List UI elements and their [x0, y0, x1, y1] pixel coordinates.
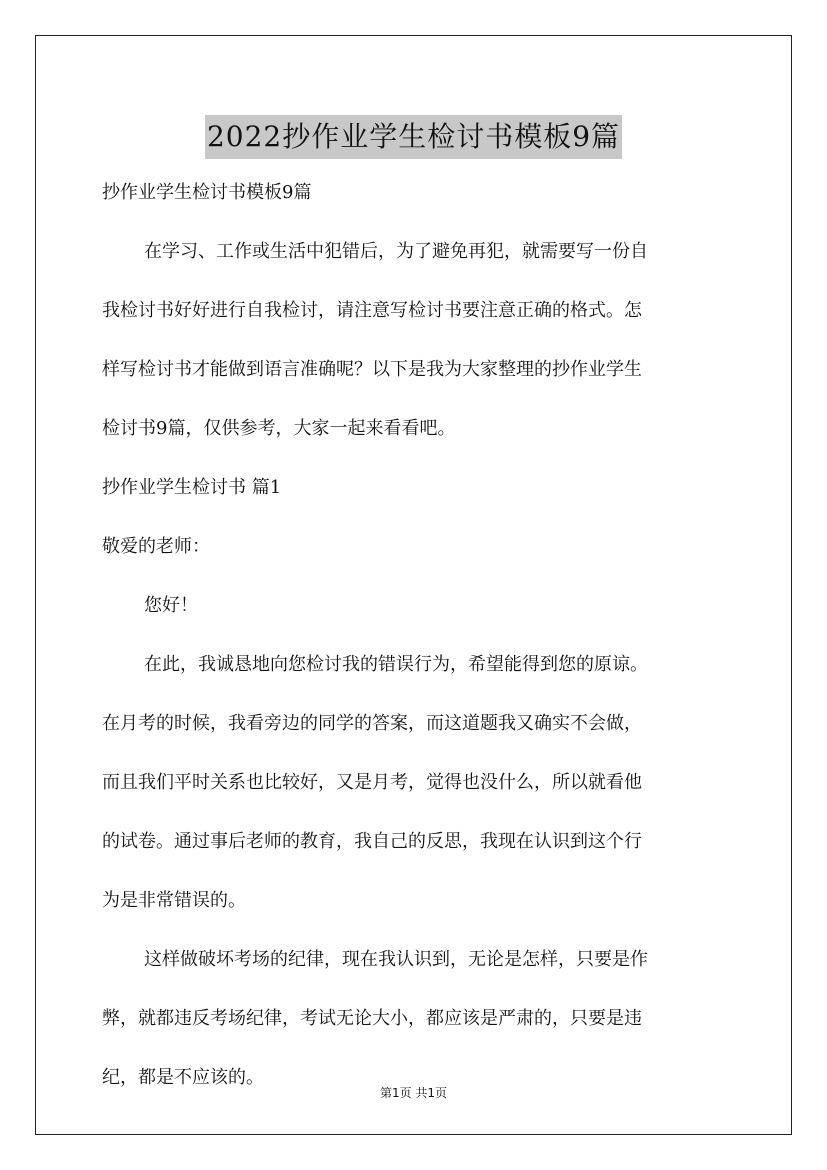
- paragraph-line: 纪，都是不应该的。: [102, 1067, 264, 1088]
- greeting: 您好！: [144, 595, 198, 616]
- paragraph-line: 在月考的时候，我看旁边的同学的答案，而这道题我又确实不会做，: [102, 713, 642, 734]
- paragraph-line: 为是非常错误的。: [102, 890, 246, 911]
- paragraph-line: 而且我们平时关系也比较好，又是月考，觉得也没什么，所以就看他: [102, 772, 642, 793]
- page-footer: 第1页 共1页: [379, 1086, 448, 1100]
- intro-line: 在学习、工作或生活中犯错后，为了避免再犯，就需要写一份自: [144, 241, 648, 262]
- section-heading: 抄作业学生检讨书 篇1: [102, 477, 282, 498]
- title-container: [0, 96, 827, 178]
- intro-line: 样写检讨书才能做到语言准确呢？以下是我为大家整理的抄作业学生: [102, 359, 642, 380]
- subtitle: 抄作业学生检讨书模板9篇: [102, 182, 312, 203]
- intro-line: 我检讨书好好进行自我检讨，请注意写检讨书要注意正确的格式。怎: [102, 300, 642, 321]
- paragraph-line: 弊，就都违反考场纪律，考试无论大小，都应该是严肃的，只要是违: [102, 1008, 642, 1029]
- salutation: 敬爱的老师：: [102, 536, 210, 557]
- paragraph-line: 的试卷。通过事后老师的教育，我自己的反思，我现在认识到这个行: [102, 831, 642, 852]
- document-body: [102, 178, 732, 1093]
- intro-line: 检讨书9篇，仅供参考，大家一起来看看吧。: [102, 418, 456, 439]
- paragraph-line: 在此，我诚恳地向您检讨我的错误行为，希望能得到您的原谅。: [144, 654, 648, 675]
- paragraph-line: 这样做破坏考场的纪律，现在我认识到，无论是怎样，只要是作: [144, 949, 648, 970]
- document-title: 2022抄作业学生检讨书模板9篇: [205, 115, 622, 159]
